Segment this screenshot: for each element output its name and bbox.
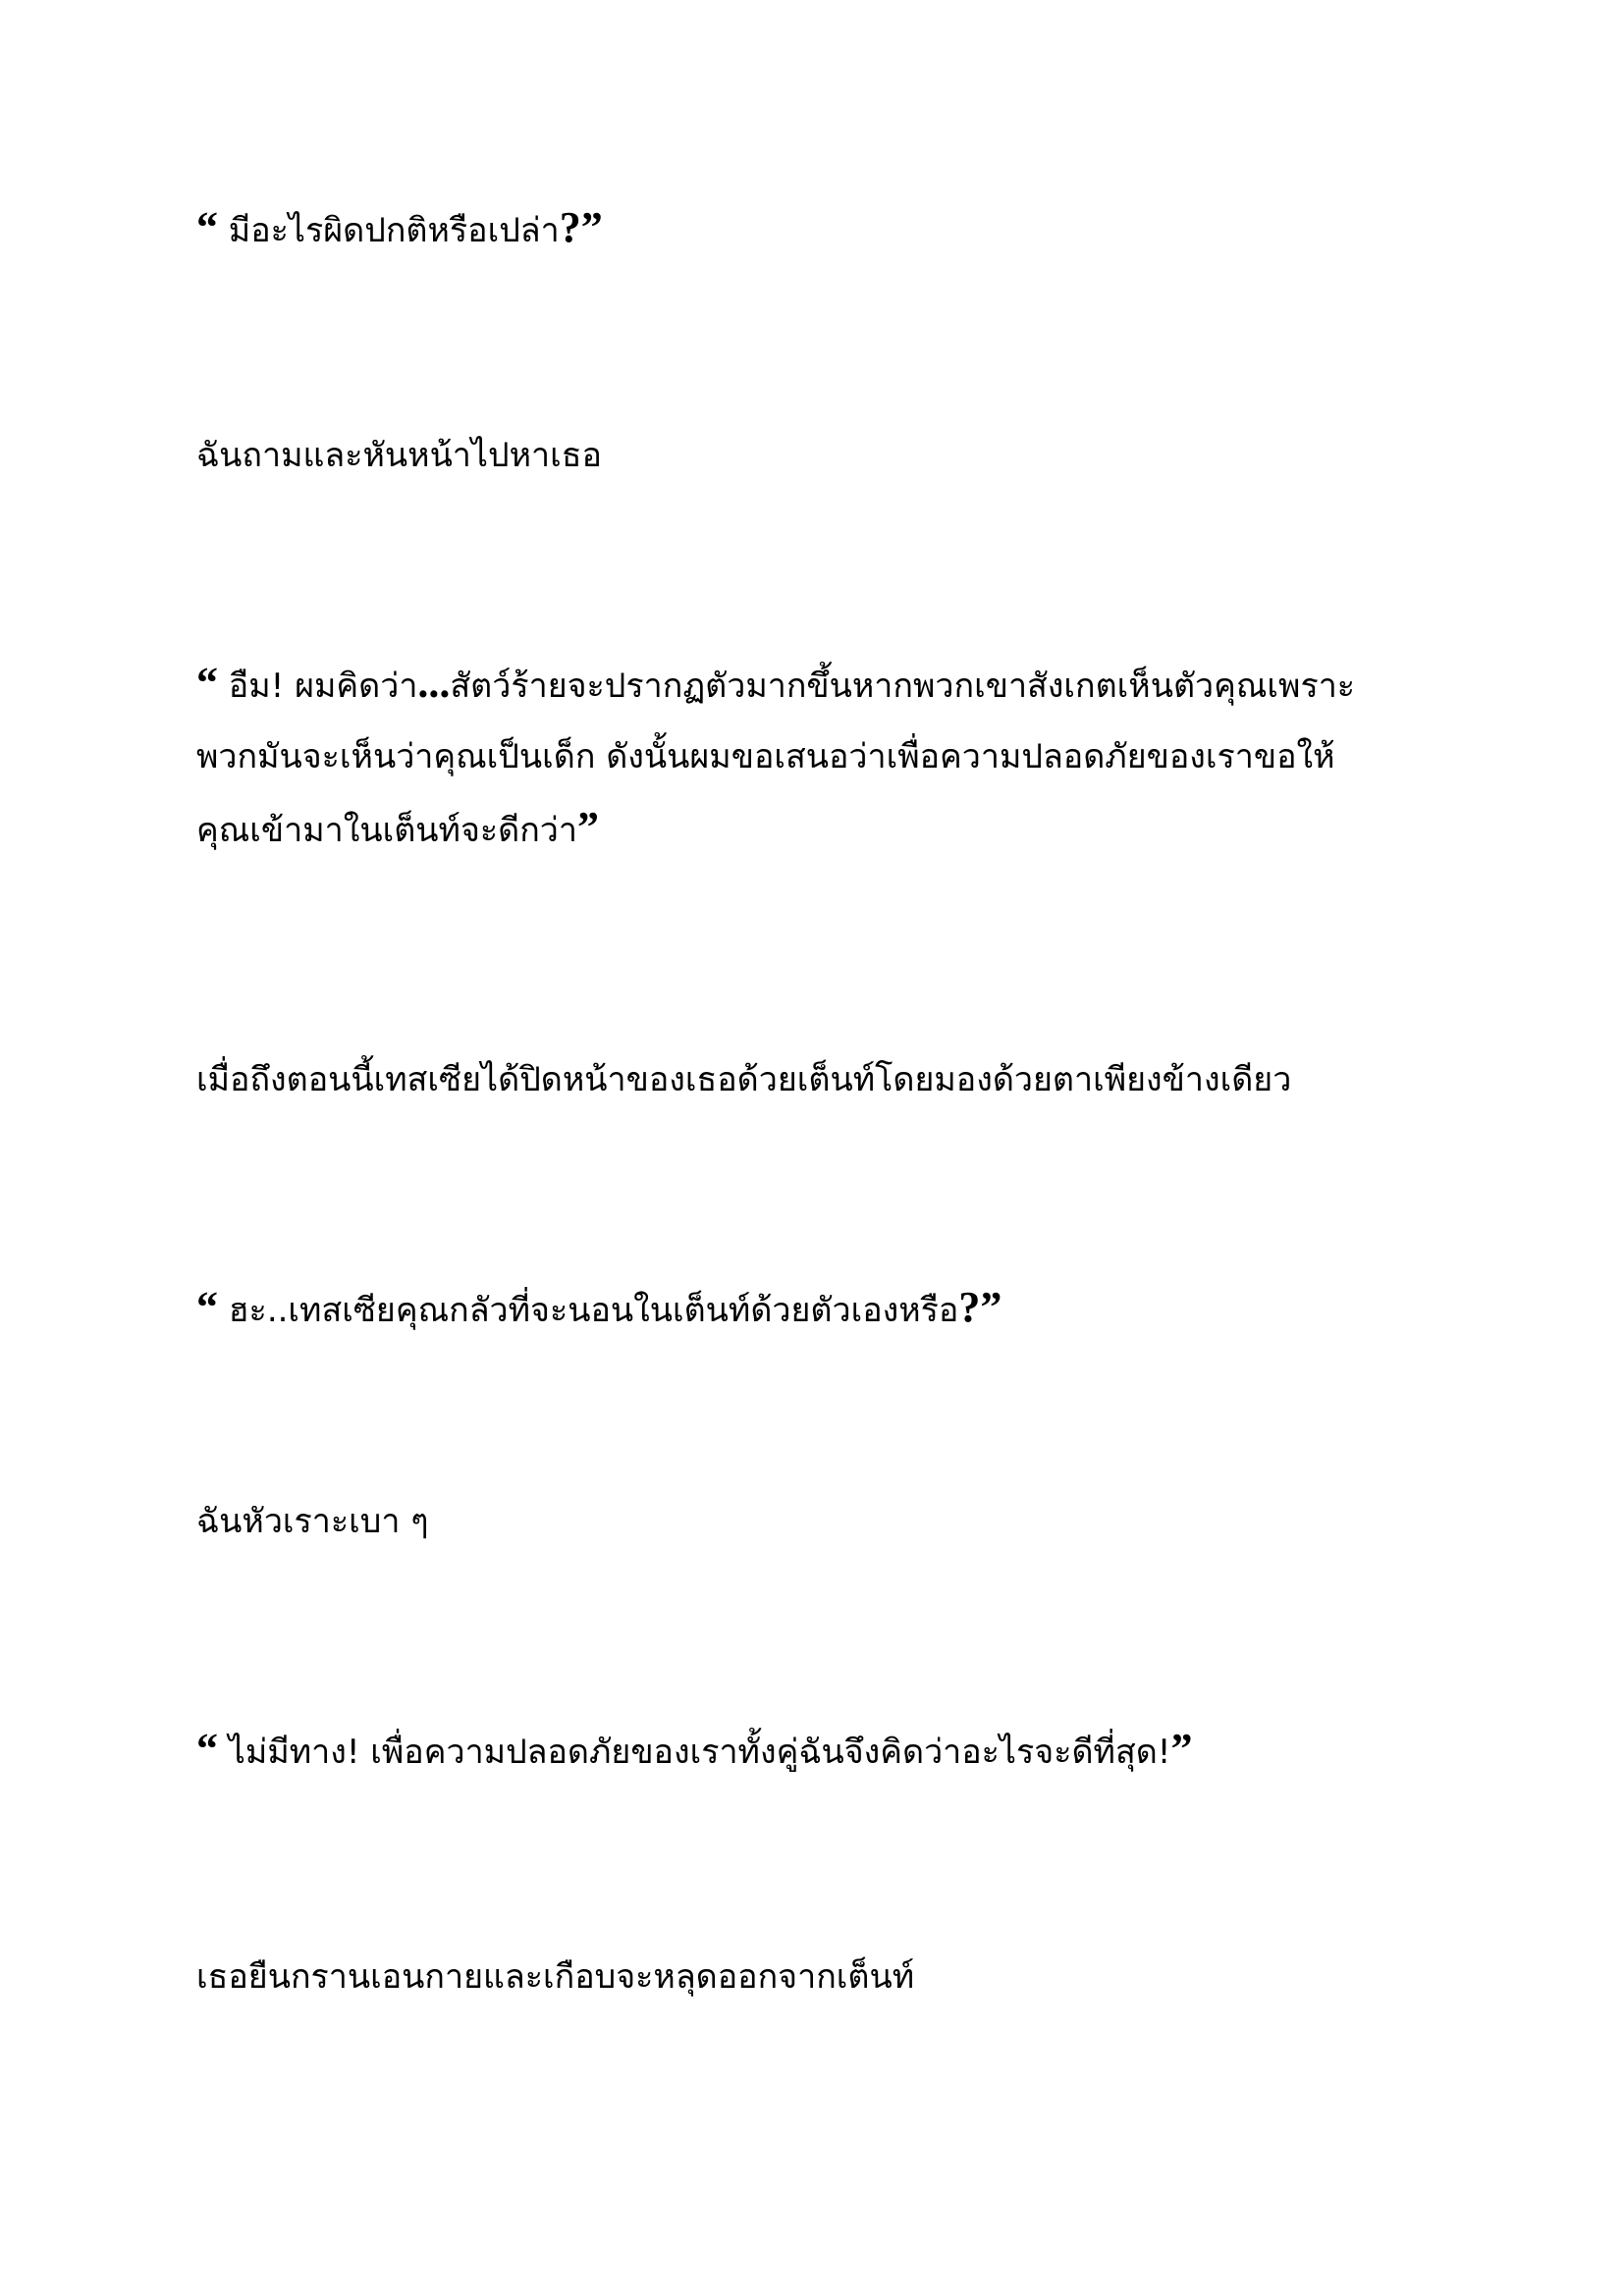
narration-paragraph (196, 420, 1434, 491)
text-line (196, 1272, 1434, 1346)
narration-text: เมื่อถึงตอนนี้เทสเซียได้ปิดหน้าของเธอด้วยเต็นท์โดยมองด้วยตาเพียงข้างเดียว (196, 1060, 1292, 1099)
open-quote: “ (196, 1283, 218, 1331)
narration-text: เธอยืนกรานเอนกายและเกือบจะหลุดออกจากเต็นท์ (196, 1957, 915, 1997)
question-mark: ? (559, 203, 581, 251)
close-quote: ” (576, 803, 599, 851)
question-mark: ? (958, 1283, 981, 1331)
narration-paragraph (196, 1044, 1434, 1115)
dialogue-text: พวกมันจะเห็นว่าคุณเป็นเด็ก ดังนั้นผมขอเสนอว่าเพื่อความปลอดภัยของเราขอให้ (196, 737, 1335, 776)
narration-paragraph (196, 1486, 1434, 1557)
dialogue-paragraph (196, 648, 1434, 866)
close-quote: ” (580, 203, 603, 251)
narration-text: ฉันหัวเราะเบา ๆ (196, 1502, 429, 1541)
dialogue-text: คุณเข้ามาในเต็นท์จะดีกว่า (196, 811, 577, 850)
ellipsis: ... (417, 659, 451, 707)
text-line (196, 648, 1434, 721)
open-quote: “ (196, 1725, 218, 1773)
dialogue-text: ไม่มีทาง! เพื่อความปลอดภัยของเราทั้งคู่ฉันจึงคิดว่าอะไรจะดีที่สุด! (218, 1733, 1171, 1772)
open-quote: “ (196, 659, 218, 707)
narration-paragraph (196, 1942, 1434, 2012)
narration-text: ฉันถามและหันหน้าไปหาเธอ (196, 436, 602, 475)
text-line (196, 1714, 1434, 1788)
dialogue-text: อืม! ผมคิดว่า (218, 667, 418, 706)
dialogue-paragraph (196, 192, 1434, 266)
text-line (196, 792, 1434, 866)
dialogue-text: ฮะ..เทสเซียคุณกลัวที่จะนอนในเต็นท์ด้วยตัวเองหรือ (218, 1291, 959, 1330)
close-quote: ” (1170, 1725, 1193, 1773)
text-line (196, 192, 1434, 266)
dialogue-text: สัตว์ร้ายจะปรากฏตัวมากขึ้นหากพวกเขาสังเกตเห็นตัวคุณเพราะ (450, 667, 1356, 706)
dialogue-paragraph (196, 1272, 1434, 1346)
open-quote: “ (196, 203, 218, 251)
dialogue-paragraph (196, 1714, 1434, 1788)
dialogue-text: มีอะไรผิดปกติหรือเปล่า (218, 211, 560, 250)
close-quote: ” (980, 1283, 1002, 1331)
